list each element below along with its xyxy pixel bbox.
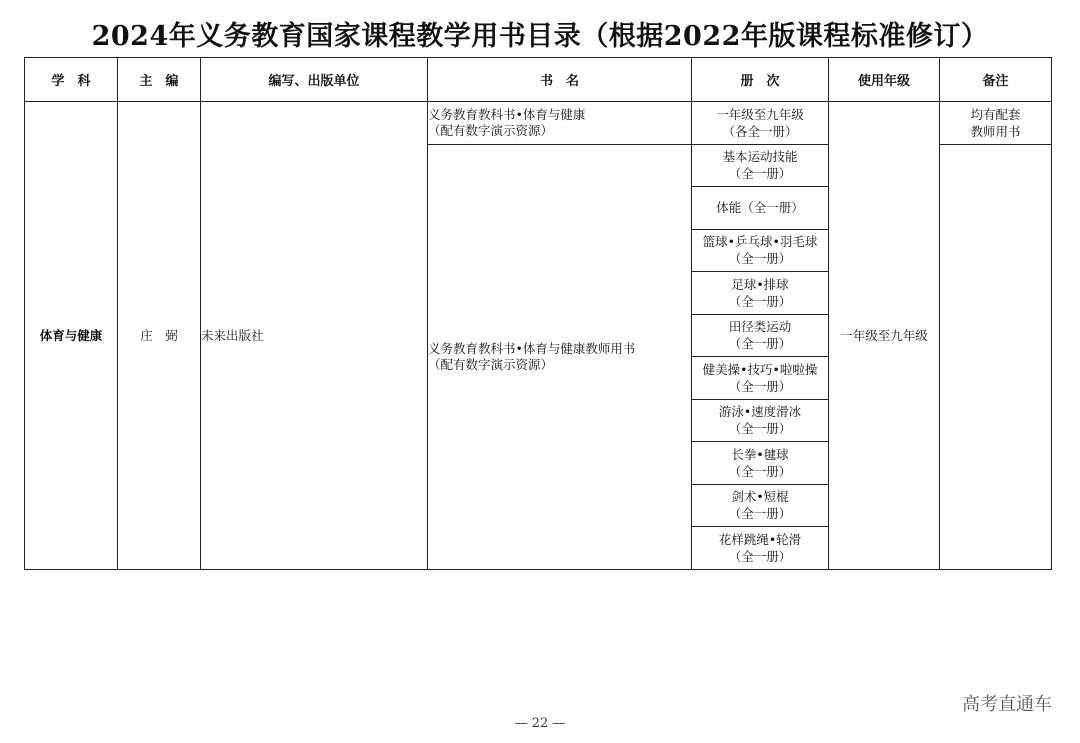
note-cell-empty: [940, 144, 1052, 569]
volume-cell: [692, 144, 829, 187]
volume-line: （各全一册）: [722, 123, 798, 139]
book-title-cell: [428, 144, 692, 569]
volume-cell: [692, 102, 829, 145]
volume-line: 篮球•乒乓球•羽毛球: [702, 234, 818, 250]
book-title-line: （配有数字演示资源）: [428, 122, 554, 138]
volume-cell: [692, 314, 829, 357]
volume-line: （全一册）: [728, 463, 792, 479]
editor-cell: 庄 弼: [118, 102, 201, 570]
volume-line: 游泳•速度滑冰: [718, 404, 802, 420]
volume-line: （全一册）: [728, 548, 792, 564]
book-title-line: 义务教育教科书•体育与健康教师用书: [428, 340, 636, 356]
book-title-cell: [428, 102, 692, 145]
volume-line: 基本运动技能: [722, 149, 798, 165]
book-title-line: （配有数字演示资源）: [428, 356, 554, 372]
header-book: 书 名: [428, 58, 692, 102]
volume-line: 长拳•毽球: [731, 446, 789, 462]
volume-cell: [692, 229, 829, 272]
watermark-text: 高考直通车: [962, 694, 1052, 715]
volume-cell: [692, 484, 829, 527]
catalog-table: [24, 57, 1052, 570]
volume-cell: [692, 187, 829, 230]
volume-line: 剑术•短棍: [731, 489, 789, 505]
volume-line: （全一册）: [728, 166, 792, 182]
header-volume: 册 次: [692, 58, 829, 102]
volume-line: 体能（全一册）: [716, 200, 804, 216]
volume-line: 一年级至九年级: [716, 106, 804, 122]
header-publisher: 编写、出版单位: [201, 58, 428, 102]
page-number: — 22 —: [514, 716, 566, 731]
volume-line: （全一册）: [728, 378, 792, 394]
header-subject: 学 科: [25, 58, 118, 102]
header-grade: 使用年级: [829, 58, 940, 102]
volume-line: 健美操•技巧•啦啦操: [702, 361, 818, 377]
header-editor: 主 编: [118, 58, 201, 102]
volume-line: 足球•排球: [731, 276, 789, 292]
volume-line: 田径类运动: [728, 319, 792, 335]
page-title: 2024年义务教育国家课程教学用书目录（根据2022年版课程标准修订）: [91, 21, 989, 52]
volume-line: 花样跳绳•轮滑: [718, 531, 802, 547]
publisher-cell: 未来出版社: [201, 102, 428, 570]
volume-cell: [692, 272, 829, 315]
note-line: 教师用书: [970, 123, 1021, 139]
volume-cell: [692, 357, 829, 400]
header-notes: 备注: [940, 58, 1052, 102]
volume-line: （全一册）: [728, 251, 792, 267]
book-title-line: 义务教育教科书•体育与健康: [428, 106, 586, 122]
grade-cell: 一年级至九年级: [829, 102, 940, 570]
volume-cell: [692, 527, 829, 570]
volume-line: （全一册）: [728, 421, 792, 437]
volume-line: （全一册）: [728, 293, 792, 309]
note-cell: [940, 102, 1052, 145]
subject-cell: 体育与健康: [25, 102, 118, 570]
header-row: [25, 58, 1052, 102]
table-row: [25, 102, 1052, 145]
volume-cell: [692, 399, 829, 442]
volume-line: （全一册）: [728, 336, 792, 352]
note-line: 均有配套: [970, 106, 1021, 122]
volume-cell: [692, 442, 829, 485]
volume-line: （全一册）: [728, 506, 792, 522]
